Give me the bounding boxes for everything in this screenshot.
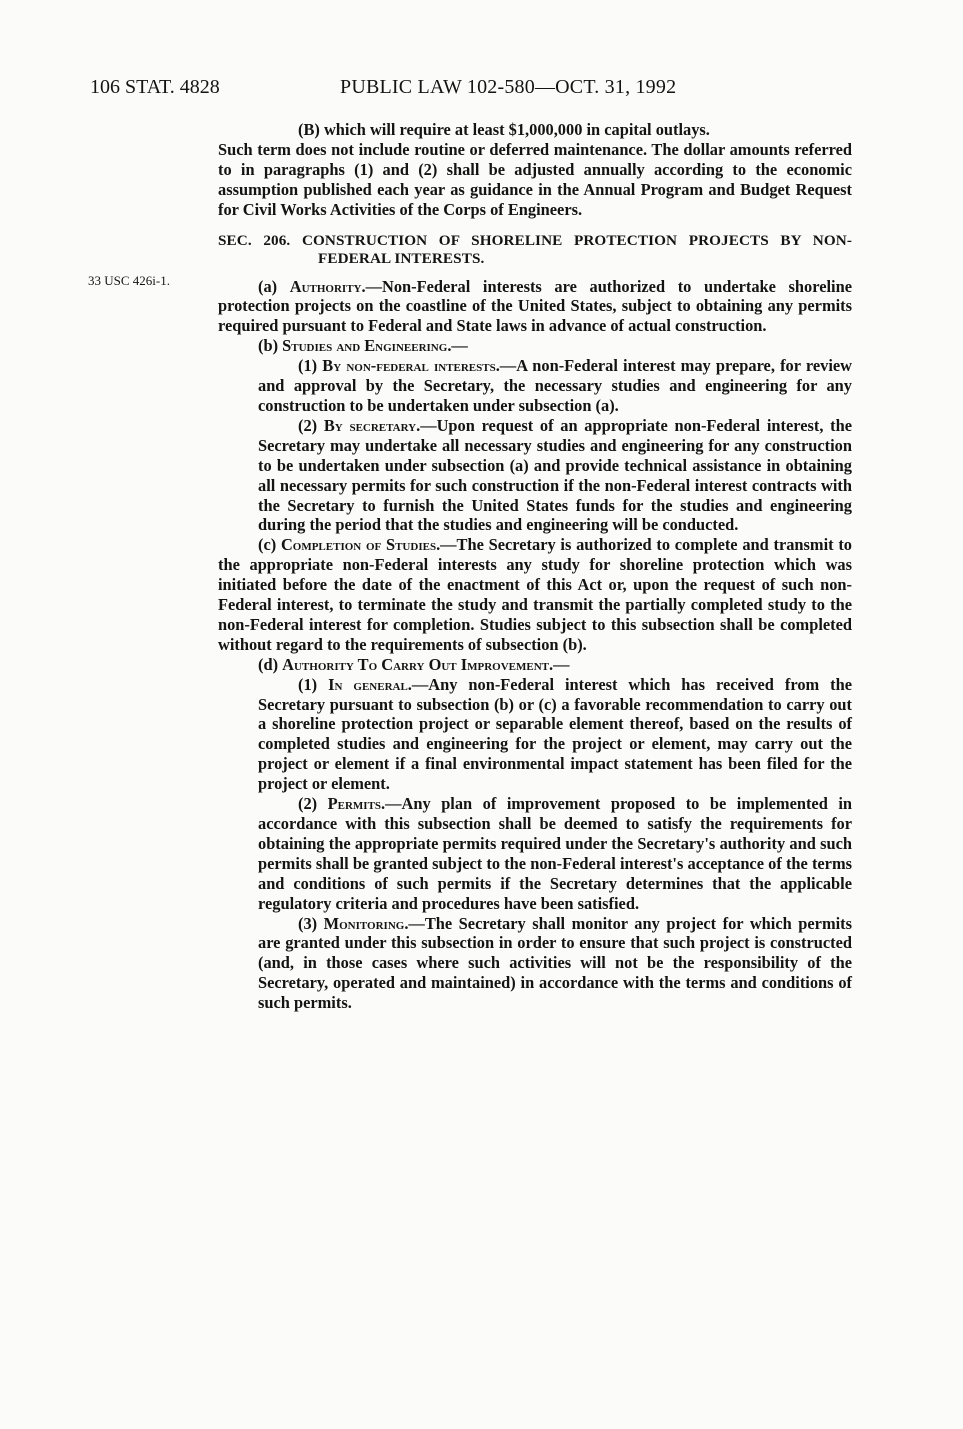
- paragraph-b-outlays: (B) which will require at least $1,000,000 in capital outlays.: [298, 120, 710, 139]
- subsection-c-text: .—The Secretary is authorized to complete and transmit to the appropriate non-Federal interests any study for shoreline protection which was initiated before the date of the enactment of this Act or, upon the request of such non-Federal interest, to terminate the study and transmit the partially completed study to the non-Federal interest for completion. Studies subject to this subsection shall be completed without regard to the requirements of subsection (b).: [218, 535, 852, 654]
- paragraph-d1: [218, 675, 852, 794]
- paragraph-b2-text: .—Upon request of an appropriate non-Federal interest, the Secretary may undertake all necessary studies and engineering for any construction to be undertaken under subsection (a) and provide technical assistance in obtaining all necessary permits for such construction if the non-Federal interest contracts with the Secretary to furnish the United States funds for the studies and engineering during the period that the studies and engineering will be conducted.: [258, 415, 852, 535]
- law-title: PUBLIC LAW 102-580—OCT. 31, 1992: [340, 76, 677, 98]
- paragraph-d3: [218, 914, 852, 1014]
- paragraph-term-definition: Such term does not include routine or deferred maintenance. The dollar amounts referred to in paragraphs (1) and (2) shall be adjusted annually according to the economic assumption published each year as guidance in the Annual Program and Budget Request for Civil Works Activities of the Corps of Engineers.: [218, 139, 852, 219]
- section-heading: SEC. 206. CONSTRUCTION OF SHORELINE PROTECTION PROJECTS BY NON-FEDERAL INTERESTS.: [218, 231, 852, 267]
- subsection-a-label: (a): [258, 276, 290, 296]
- paragraph-b2-heading: By secretary: [323, 415, 417, 435]
- margin-citation: 33 USC 426i-1.: [88, 273, 170, 288]
- stat-page-number: 106 STAT. 4828: [90, 76, 220, 98]
- subsection-c: [218, 535, 852, 654]
- subsection-c-label: (c): [258, 535, 281, 555]
- paragraph-d3-text: .—The Secretary shall monitor any project for which permits are granted under this subsection in order to ensure that such project is constructed (and, in those cases where such activities will not be the responsibility of the Secretary, operated and maintained) in accordance with the terms and conditions of such permits.: [258, 913, 852, 1013]
- subsection-b-heading: Studies and Engineering: [282, 336, 448, 356]
- subsection-b-label: (b): [258, 336, 283, 356]
- page-header: [90, 72, 890, 102]
- paragraph-b1-text: .—A non-Federal interest may prepare, for review and approval by the Secretary, the necessary studies and engineering for any construction to be undertaken under subsection (a).: [258, 356, 852, 415]
- paragraph-d1-text: .—Any non-Federal interest which has received from the Secretary pursuant to subsection (b) or (c) a favorable recommendation to carry out a shoreline protection project or separable element thereof, based on the results of completed studies and engineering for the project or element, may carry out the project or element if a final environmental impact statement has been filed for the project or element.: [258, 674, 852, 794]
- subsection-a-text: .—Non-Federal interests are authorized to undertake shoreline protection projects on the coastline of the United States, subject to obtaining any permits required pursuant to Federal and State laws in advance of actual construction.: [218, 276, 852, 336]
- paragraph-d2-label: (2): [298, 794, 328, 814]
- paragraph-d2-text: .—Any plan of improvement proposed to be implemented in accordance with this subsection shall be deemed to satisfy the requirements for obtaining the appropriate permits required under the Secretary's authority and such permits shall be granted subject to the non-Federal interest's acceptance of the terms and conditions of such permits if the Secretary determines that the applicable regulatory criteria and procedures have been satisfied.: [258, 794, 852, 913]
- paragraph-d1-label: (1): [298, 674, 329, 694]
- subsection-c-heading: Completion of Studies: [280, 535, 437, 555]
- subsection-d-label: (d): [258, 654, 283, 674]
- paragraph-b1-label: (1): [298, 356, 323, 376]
- paragraph-b2-label: (2): [298, 415, 324, 435]
- paragraph-d3-heading: Monitoring: [323, 913, 405, 933]
- paragraph-d2-heading: Permits: [327, 794, 382, 814]
- paragraph-b1-heading: By non-federal interests: [322, 356, 496, 376]
- paragraph-d1-heading: In general: [328, 674, 408, 694]
- subsection-b: [218, 336, 852, 356]
- paragraph-b2: [218, 416, 852, 535]
- subsection-b-text: .—: [447, 336, 468, 356]
- paragraph-b1: [218, 356, 852, 416]
- paragraph-d3-label: (3): [298, 913, 324, 933]
- subsection-d-text: .—: [548, 654, 570, 674]
- subsection-d: [218, 655, 852, 675]
- subsection-d-heading: Authority To Carry Out Improvement: [282, 654, 549, 674]
- document-body: [218, 120, 852, 1013]
- subsection-a: [218, 277, 852, 337]
- subsection-a-heading: Authority: [289, 276, 362, 296]
- paragraph-d2: [218, 794, 852, 913]
